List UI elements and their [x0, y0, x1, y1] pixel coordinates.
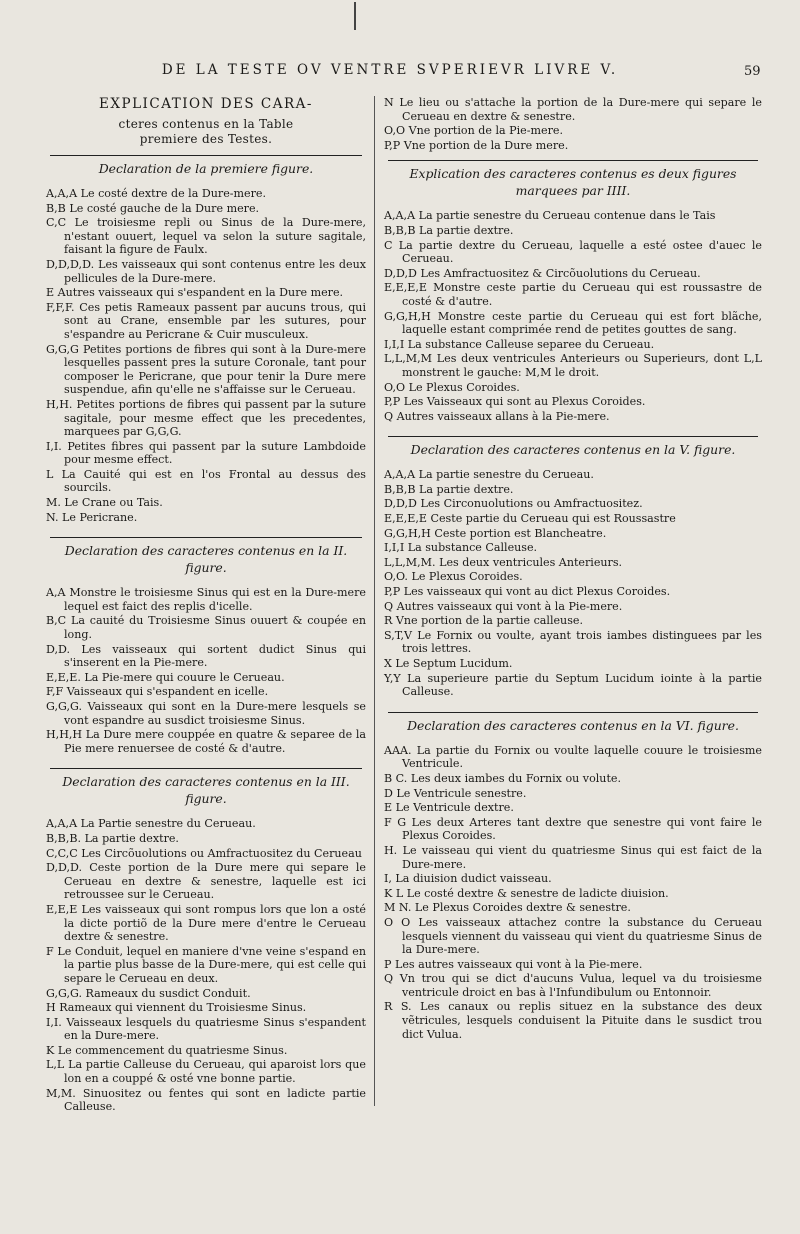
right-column: [384, 96, 762, 1046]
legend-entry: C,C Le troisiesme repli ou Sinus de la Dure-mere, n'estant ouuert, lequel va selon la suture sagitale, faisant la figure de Faulx.: [46, 216, 366, 257]
legend-entry: E Le Ventricule dextre.: [384, 801, 514, 815]
legend-entry: M N. Le Plexus Coroides dextre & senestre.: [384, 901, 631, 915]
main-title-line2: cteres contenus en la Table: [118, 117, 294, 131]
section-rule: [388, 436, 758, 437]
legend-entry: F,F,F. Ces petis Rameaux passent par aucuns trous, qui sont au Crane, ensemble par les sutures, pour s'espandre au Pericrane & Cuir musculeux.: [46, 300, 366, 341]
column-divider: [374, 96, 375, 1106]
section-rule: [388, 160, 758, 161]
legend-entry: A,A,A La partie senestre du Cerueau.: [384, 468, 594, 482]
legend-entry: Q Vn trou qui se dict d'aucuns Vulua, lequel va du troisiesme ventricule droict en bas à l'Infundibulum ou Entonnoir.: [384, 972, 762, 999]
legend-entry: F G Les deux Arteres tant dextre que senestre qui vont faire le Plexus Coroides.: [384, 815, 762, 843]
legend-entry: A,A,A La partie senestre du Cerueau contenue dans le Tais: [384, 209, 716, 223]
legend-entry: A,A Monstre le troisiesme Sinus qui est en la Dure-mere lequel est faict des replis d'icelle.: [46, 586, 366, 613]
section-rule: [388, 712, 758, 713]
main-title-line1: EXPLICATION DES CARA-: [99, 96, 313, 112]
legend-entry: AAA. La partie du Fornix ou voulte laquelle couure le troisiesme Ventricule.: [384, 743, 762, 771]
legend-entry: H,H. Petites portions de fibres qui passent par la suture sagitale, pour mesme effect que les precedentes, marquees par G,G,G.: [46, 397, 366, 439]
legend-entry: E,E,E Les vaisseaux qui sont rompus lors que lon a osté la dicte portiõ de la Dure mere d'entre le Cerueau dextre & senestre.: [46, 902, 366, 944]
legend-entry: G,G,H,H Monstre ceste partie du Cerueau qui est fort blãche, laquelle estant comprimée rend de petites gouttes de sang.: [384, 309, 762, 337]
legend-entry: B,C La cauité du Troisiesme Sinus ouuert & coupée en long.: [46, 614, 366, 642]
legend-entry: B,B,B. La partie dextre.: [46, 831, 179, 845]
legend-entry: D,D,D Les Amfractuositez & Circõuolutions du Cerueau.: [384, 266, 701, 280]
legend-entry: D,D,D Les Circonuolutions ou Amfractuositez.: [384, 497, 643, 511]
legend-entry: M,M. Sinuositez ou fentes qui sont en ladicte partie Calleuse.: [46, 1086, 366, 1114]
legend-entry: B C. Les deux iambes du Fornix ou volute.: [384, 771, 621, 785]
legend-entry: D,D,D,D. Les vaisseaux qui sont contenus entre les deux pellicules de la Dure-mere.: [46, 257, 366, 285]
legend-entry: R Vne portion de la partie calleuse.: [384, 614, 583, 628]
legend-entry: G,G,H,H Ceste portion est Blancheatre.: [384, 526, 607, 540]
legend-entry: O,O. Le Plexus Coroides.: [384, 570, 523, 584]
main-title-line3: premiere des Testes.: [139, 132, 273, 146]
legend-entry: N. Le Pericrane.: [46, 510, 138, 524]
legend-entry: N Le lieu ou s'attache la portion de la Dure-mere qui separe le Cerueau en dextre & senestre.: [384, 96, 762, 123]
legend-entry: P Les autres vaisseaux qui vont à la Pie-mere.: [384, 957, 643, 971]
legend-entry: D,D,D. Ceste portion de la Dure mere qui separe le Cerueau en dextre & senestre, laquelle est ici retroussee sur le Cerueau.: [46, 861, 366, 902]
legend-entry: A,A,A Le costé dextre de la Dure-mere.: [46, 187, 267, 200]
legend-entry: H Rameaux qui viennent du Troisiesme Sinus.: [46, 1001, 307, 1015]
section-heading: Explication des caracteres contenus es deux figures marquees par IIII.: [409, 166, 737, 199]
legend-entry: R S. Les canaux ou replis situez en la substance des deux vẽtricules, lesquels conduisent la Pituite dans le susdict trou dict Vulua.: [384, 1000, 762, 1041]
legend-entry: K L Le costé dextre & senestre de ladicte diuision.: [384, 886, 669, 900]
legend-entry: I,I,I La substance Calleuse separee du Cerueau.: [384, 337, 655, 351]
section-rule: [50, 768, 362, 769]
legend-entry: K Le commencement du quatriesme Sinus.: [46, 1043, 288, 1057]
page-number: 59: [744, 64, 761, 79]
main-title: [46, 96, 366, 113]
left-column: [46, 96, 366, 1119]
section-heading: Declaration des caracteres contenus en la V. figure.: [410, 442, 736, 458]
legend-entry: O O Les vaisseaux attachez contre la substance du Cerueau lesquels viennent du vaisseau qui vient du quatriesme Sinus de la Dure-mere.: [384, 915, 762, 957]
legend-entry: E,E,E. La Pie-mere qui couure le Cerueau.: [46, 670, 285, 684]
legend-entry: E Autres vaisseaux qui s'espandent en la Dure mere.: [46, 286, 344, 300]
legend-entry: I,I,I La substance Calleuse.: [384, 541, 538, 555]
legend-entry: G,G,G Petites portions de fibres qui sont à la Dure-mere lesquelles passent pres la suture Coronale, tant pour composer le Pericrane, que pour tenir la Dure mere suspendue, afin qu'elle ne s'affaisse sur le Cerueau.: [46, 342, 366, 397]
legend-entry: Q Autres vaisseaux allans à la Pie-mere.: [384, 409, 610, 423]
legend-entry: O,O Le Plexus Coroides.: [384, 380, 520, 394]
legend-entry: B,B Le costé gauche de la Dure mere.: [46, 201, 260, 215]
legend-entry: I, La diuision dudict vaisseau.: [384, 872, 552, 886]
legend-entry: P,P Les Vaisseaux qui sont au Plexus Coroides.: [384, 395, 646, 409]
legend-entry: L,L La partie Calleuse du Cerueau, qui aparoist lors que lon en a couppé & osté vne bonne partie.: [46, 1058, 366, 1086]
legend-entry: E,E,E,E Ceste partie du Cerueau qui est Roussastre: [384, 512, 676, 526]
legend-entry: F Le Conduit, lequel en maniere d'vne veine s'espand en la partie plus basse de la Dure-mere, qui est celle qui separe le Cerueau en deux.: [46, 944, 366, 985]
legend-entry: C,C,C Les Circõuolutions ou Amfractuositez du Cerueau: [46, 846, 362, 860]
legend-entry: D,D. Les vaisseaux qui sortent dudict Sinus qui s'inserent en la Pie-mere.: [46, 642, 366, 670]
legend-entry: Q Autres vaisseaux qui vont à la Pie-mere.: [384, 599, 623, 613]
legend-entry: C La partie dextre du Cerueau, laquelle a esté ostee d'auec le Cerueau.: [384, 238, 762, 266]
running-head: DE LA TESTE OV VENTRE SVPERIEVR LIVRE V.: [161, 62, 619, 78]
legend-entry: P,P Vne portion de la Dure mere.: [384, 138, 569, 152]
section-heading: Declaration des caracteres contenus en la II. figure.: [64, 543, 348, 576]
legend-entry: X Le Septum Lucidum.: [384, 657, 513, 670]
section-heading: Declaration des caracteres contenus en la III. figure.: [62, 774, 350, 807]
legend-entry: L La Cauité qui est en l'os Frontal au dessus des sourcils.: [46, 467, 366, 495]
legend-entry: P,P Les vaisseaux qui vont au dict Plexus Coroides.: [384, 585, 671, 599]
legend-entry: M. Le Crane ou Tais.: [46, 496, 163, 510]
legend-entry: F,F Vaisseaux qui s'espandent en icelle.: [46, 685, 269, 699]
legend-entry: Y,Y La superieure partie du Septum Lucidum iointe à la partie Calleuse.: [384, 671, 762, 699]
legend-entry: O,O Vne portion de la Pie-mere.: [384, 124, 563, 138]
page-mark: [354, 2, 356, 30]
section-heading: Declaration des caracteres contenus en la VI. figure.: [407, 717, 739, 733]
section-rule: [50, 155, 362, 156]
legend-entry: I,I. Petites fibres qui passent par la suture Lambdoide pour mesme effect.: [46, 439, 366, 467]
legend-entry: G,G,G. Rameaux du susdict Conduit.: [46, 986, 251, 1000]
legend-entry: B,B,B La partie dextre.: [384, 223, 514, 237]
section-heading: Declaration de la premiere figure.: [98, 161, 314, 176]
legend-entry: B,B,B La partie dextre.: [384, 482, 514, 496]
legend-entry: H,H,H La Dure mere couppée en quatre & separee de la Pie mere renuersee de costé & d'autre.: [46, 728, 366, 755]
legend-entry: I,I. Vaisseaux lesquels du quatriesme Sinus s'espandent en la Dure-mere.: [46, 1015, 366, 1043]
legend-entry: D Le Ventricule senestre.: [384, 786, 527, 800]
legend-entry: S,T,V Le Fornix ou voulte, ayant trois iambes distinguees par les trois lettres.: [384, 628, 762, 656]
legend-entry: G,G,G. Vaisseaux qui sont en la Dure-mere lesquels se vont espandre au susdict troisiesme Sinus.: [46, 700, 366, 727]
section-rule: [50, 537, 362, 538]
legend-entry: H. Le vaisseau qui vient du quatriesme Sinus qui est faict de la Dure-mere.: [384, 843, 762, 871]
legend-entry: A,A,A La Partie senestre du Cerueau.: [46, 817, 256, 831]
legend-entry: L,L,M,M. Les deux ventricules Anterieurs.: [384, 555, 623, 569]
legend-entry: L,L,M,M Les deux ventricules Anterieurs ou Superieurs, dont L,L monstrent le gauche: M,M le droit.: [384, 352, 762, 379]
main-subtitle: [46, 117, 366, 147]
legend-entry: E,E,E,E Monstre ceste partie du Cerueau qui est roussastre de costé & d'autre.: [384, 281, 762, 308]
